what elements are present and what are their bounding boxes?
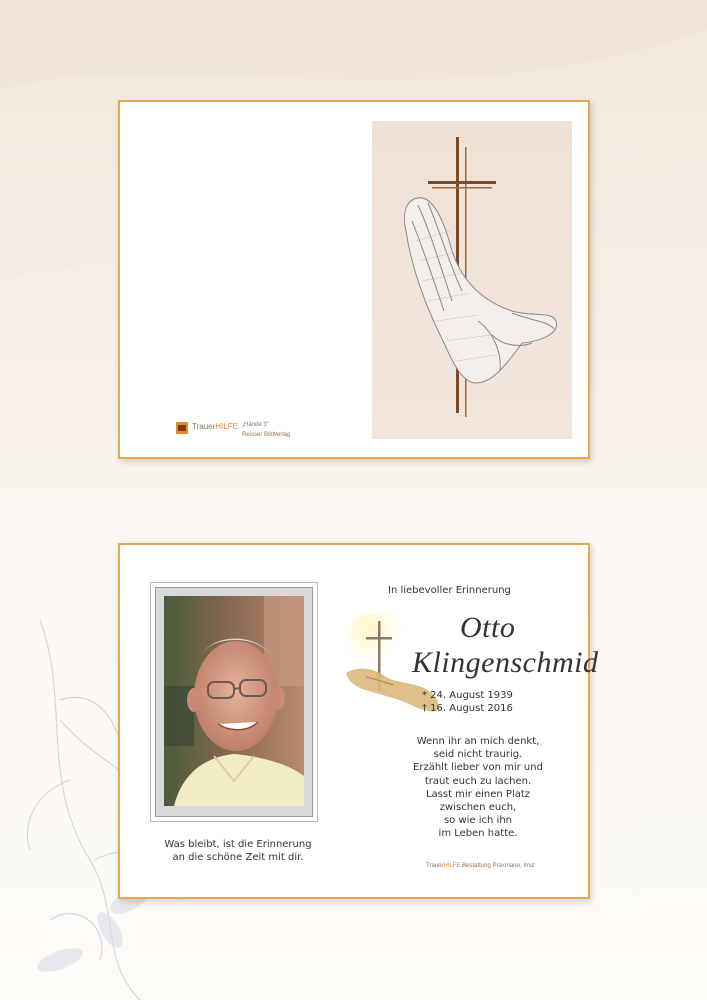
footer-brand: TrauerHILFE [426,863,461,869]
poem-line: Lasst mir einen Platz [425,788,531,800]
poem-line: so wie ich ihn [443,815,513,827]
footer-credit [426,863,535,869]
portrait-frame [150,582,318,822]
memory-heading: In liebevoller Erinnerung [388,585,511,596]
caption-line-1: Was bleibt, ist die Erinnerung [164,839,312,850]
footer-provider: Bestattung Praxmarer, Imst [462,863,535,869]
last-name: Klingenschmid [412,646,599,679]
death-date: † 16. August 2016 [422,703,513,714]
publisher: Reisser Bildverlag [242,432,291,438]
credit-brand: TrauerHILFE [192,422,238,431]
poem-line: Wenn ihr an mich denkt, [416,736,540,747]
poem-line: seid nicht traurig. [433,749,523,761]
front-card [118,100,590,459]
first-name: Otto [460,611,516,644]
poem-line: im Leben hatte. [438,828,518,840]
portrait-photo [164,596,304,806]
birth-date: * 24. August 1939 [422,690,513,701]
poem-line: zwischen euch, [439,802,517,814]
photo-caption [138,838,338,864]
trauerhilfe-logo-icon [176,422,188,434]
caption-line-2: an die schöne Zeit mit dir. [172,852,304,863]
front-image-panel [372,121,572,439]
life-dates [422,689,513,715]
poem [393,735,563,841]
poem-line: Erzählt lieber von mir und [413,762,543,774]
credit-note [242,420,290,440]
artwork-title: „Hände 3" [242,422,269,428]
poem-line: traut euch zu lachen. [424,775,532,787]
praying-hands-icon [404,198,556,383]
inside-card [118,543,599,899]
portrait-mat [155,587,313,817]
